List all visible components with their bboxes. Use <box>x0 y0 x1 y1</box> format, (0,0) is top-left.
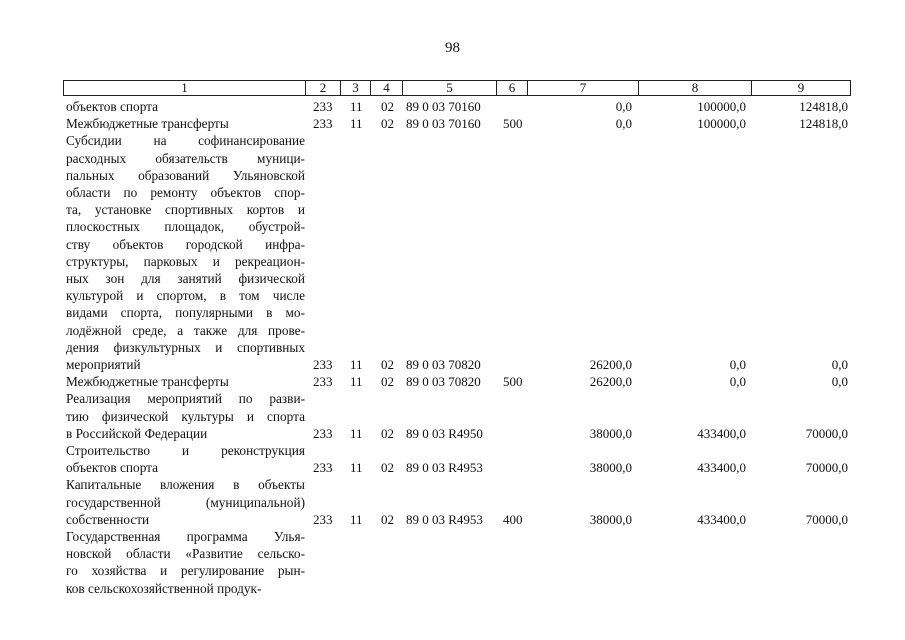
page-number: 98 <box>445 40 460 56</box>
description-line: объектов спорта <box>66 99 159 114</box>
cell-col8: 433400,0 <box>697 425 746 441</box>
cell-col3: 11 <box>350 99 363 114</box>
cell-col3: 11 <box>350 116 363 132</box>
cell-col5: 89 0 03 70820 <box>406 356 481 372</box>
header-cell-7: 7 <box>527 80 639 96</box>
cell-col3: 11 <box>350 356 363 372</box>
description-line: Капитальные вложения в объекты <box>66 477 305 493</box>
cell-col7: 38000,0 <box>589 511 632 527</box>
header-cell-9: 9 <box>751 80 851 96</box>
cell-col8: 0,0 <box>729 356 746 372</box>
description-line: Государственная программа Улья- <box>66 529 305 544</box>
description-line: области по ремонту объектов спор- <box>66 185 305 200</box>
row-description <box>66 373 305 390</box>
row-description <box>66 442 305 476</box>
description-line: собственности <box>66 511 150 527</box>
description-line: дения физкультурных и спортивных <box>66 339 305 355</box>
cell-col4: 02 <box>381 425 394 441</box>
cell-col8: 433400,0 <box>697 511 746 527</box>
cell-col4: 02 <box>381 511 394 527</box>
description-line: объектов спорта <box>66 460 159 476</box>
cell-col8: 100000,0 <box>697 99 746 114</box>
description-line: ков сельскохозяйственной продук- <box>66 580 262 596</box>
cell-col8: 100000,0 <box>697 116 746 132</box>
description-line: плоскостных площадок, обустрой- <box>66 219 305 235</box>
cell-col5: 89 0 03 R4950 <box>406 425 483 441</box>
description-line: культурой и спортом, в том числе <box>66 288 305 304</box>
description-line: государственной (муниципальной) <box>66 494 305 510</box>
cell-col9: 70000,0 <box>805 460 848 476</box>
description-line: лодёжной среде, а также для прове- <box>66 322 305 338</box>
cell-col5: 89 0 03 70820 <box>406 374 481 390</box>
cell-col2: 233 <box>313 116 333 132</box>
cell-col2: 233 <box>313 460 333 476</box>
header-cell-5: 5 <box>402 80 497 96</box>
header-cell-8: 8 <box>638 80 752 96</box>
cell-col7: 26200,0 <box>589 356 632 372</box>
description-line: Субсидии на софинансирование <box>66 133 305 149</box>
cell-col7: 0,0 <box>615 116 632 132</box>
description-line: ству объектов городской инфра- <box>66 236 305 252</box>
cell-col5: 89 0 03 70160 <box>406 116 481 132</box>
cell-col9: 124818,0 <box>799 116 848 132</box>
cell-col4: 02 <box>381 374 394 390</box>
cell-col6: 500 <box>503 374 523 390</box>
description-line: в Российской Федерации <box>66 425 208 441</box>
cell-col3: 11 <box>350 460 363 476</box>
cell-col3: 11 <box>350 374 363 390</box>
cell-col9: 70000,0 <box>805 511 848 527</box>
row-description <box>66 115 305 132</box>
description-line: видами спорта, популярными в мо- <box>66 305 305 321</box>
header-cell-4: 4 <box>370 80 403 96</box>
cell-col4: 02 <box>381 99 394 114</box>
description-line: тию физической культуры и спорта <box>66 408 305 424</box>
cell-col4: 02 <box>381 356 394 372</box>
cell-col3: 11 <box>350 511 363 527</box>
description-line: мероприятий <box>66 357 141 373</box>
cell-col6: 500 <box>503 116 523 132</box>
cell-col3: 11 <box>350 425 363 441</box>
description-line: Межбюджетные трансферты <box>66 116 229 132</box>
cell-col5: 89 0 03 R4953 <box>406 511 483 527</box>
cell-col2: 233 <box>313 356 333 372</box>
cell-col2: 233 <box>313 425 333 441</box>
row-description <box>66 476 305 528</box>
cell-col7: 26200,0 <box>589 374 632 390</box>
cell-col5: 89 0 03 70160 <box>406 99 481 114</box>
header-cell-2: 2 <box>305 80 341 96</box>
cell-col8: 0,0 <box>729 374 746 390</box>
description-line: новской области «Развитие сельско- <box>66 546 305 562</box>
cell-col8: 433400,0 <box>697 460 746 476</box>
cell-col2: 233 <box>313 511 333 527</box>
row-description <box>66 98 305 115</box>
description-line: Строительство и реконструкция <box>66 443 305 458</box>
row-description <box>66 390 305 442</box>
row-description <box>66 132 305 373</box>
cell-col9: 0,0 <box>831 374 848 390</box>
description-line: пальных образований Ульяновской <box>66 167 305 183</box>
header-cell-6: 6 <box>496 80 528 96</box>
cell-col4: 02 <box>381 460 394 476</box>
description-line: Реализация мероприятий по разви- <box>66 391 305 407</box>
description-line: структуры, парковых и рекреацион- <box>66 253 305 269</box>
cell-col4: 02 <box>381 116 394 132</box>
row-description <box>66 528 305 597</box>
cell-col2: 233 <box>313 99 333 114</box>
cell-col5: 89 0 03 R4953 <box>406 460 483 476</box>
description-line: Межбюджетные трансферты <box>66 374 229 390</box>
cell-col7: 0,0 <box>615 99 632 114</box>
description-line: го хозяйства и регулирование рын- <box>66 563 305 579</box>
header-cell-3: 3 <box>340 80 371 96</box>
cell-col9: 70000,0 <box>805 425 848 441</box>
description-line: расходных обязательств муници- <box>66 150 305 166</box>
header-cell-1: 1 <box>63 80 306 96</box>
description-line: ных зон для занятий физической <box>66 271 305 287</box>
cell-col7: 38000,0 <box>589 460 632 476</box>
cell-col9: 0,0 <box>831 356 848 372</box>
cell-col7: 38000,0 <box>589 425 632 441</box>
cell-col6: 400 <box>503 511 523 527</box>
cell-col2: 233 <box>313 374 333 390</box>
cell-col9: 124818,0 <box>799 99 848 114</box>
description-line: та, установке спортивных кортов и <box>66 202 305 218</box>
